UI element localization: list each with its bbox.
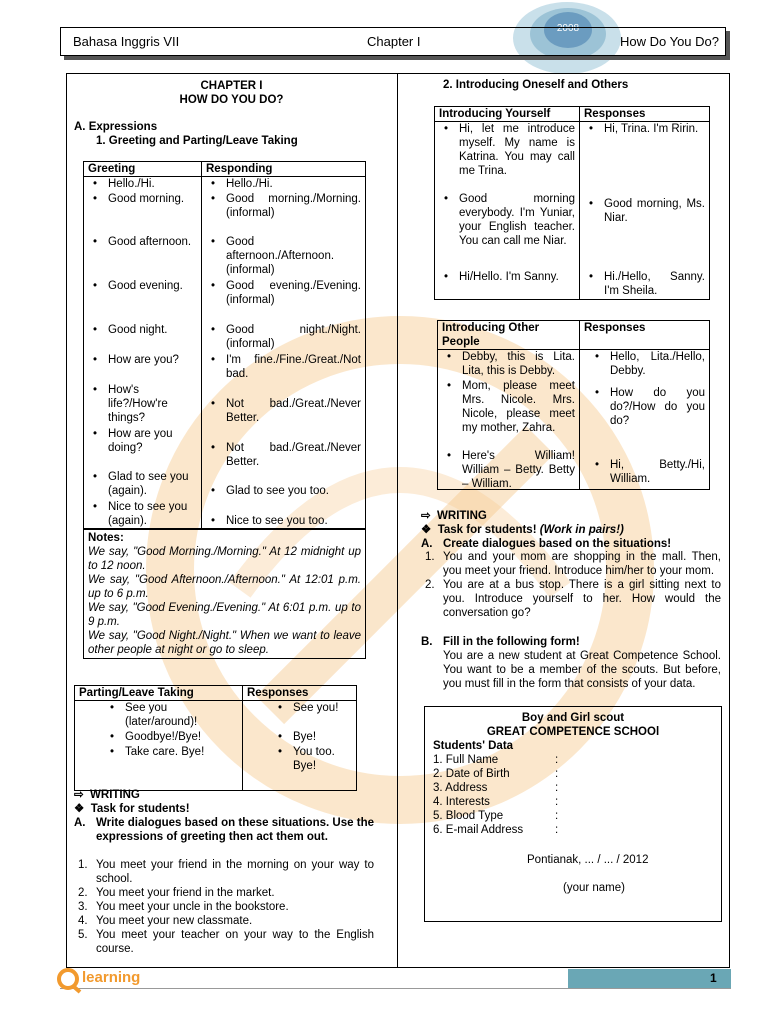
list-item: • Hello./Hi. <box>206 177 361 192</box>
header-subject: Bahasa Inggris VII <box>73 34 180 49</box>
list-item: 4. You meet your new classmate. <box>78 915 253 927</box>
task-heading <box>74 802 190 816</box>
left-situation-list <box>74 858 374 956</box>
page-number: 1 <box>710 971 717 985</box>
form-field-label: 6. E-mail Address <box>433 824 524 836</box>
section-2-heading: 2. Introducing Oneself and Others <box>443 79 629 91</box>
section-a-heading: A. Expressions <box>74 121 158 133</box>
note-line: We say, "Good Morning./Morning." At 12 midnight up to 12 noon. <box>88 546 361 572</box>
list-item: • Good evening./Evening. (informal) <box>206 279 361 323</box>
writing-label: WRITING <box>437 510 487 522</box>
list-item: • How are you? <box>88 353 195 383</box>
list-item: • Glad to see you (again). <box>88 470 195 500</box>
form-fields <box>433 753 721 837</box>
others-intro-list <box>442 350 575 489</box>
list-item: • Good afternoon. <box>88 235 195 279</box>
arrow-icon: ⇨ <box>74 789 84 801</box>
form-place-date: Pontianak, ... / ... / 2012 <box>527 854 649 866</box>
list-item: • Good morning. <box>88 192 195 235</box>
form-field-row <box>433 809 721 823</box>
list-item: • Goodbye!/Bye! <box>105 730 238 745</box>
list-item: • Good morning, Ms. Niar. <box>584 197 705 270</box>
right-section-a-marker: A. <box>421 538 433 550</box>
list-item: • How do you do?/How do you do? <box>590 386 705 458</box>
list-item: • Good afternoon./Afternoon. (informal) <box>206 235 361 279</box>
list-item: 5. You meet your teacher on your way to the English course. <box>78 929 374 955</box>
right-section-a-text: Create dialogues based on the situations! <box>443 538 672 550</box>
task-label: Task for students! <box>90 803 190 815</box>
list-item: • Good evening. <box>88 279 195 323</box>
form-field-row <box>433 823 721 837</box>
form-field-label: 5. Blood Type <box>433 810 504 822</box>
badge-year: 2008 <box>556 23 580 34</box>
list-item: • Take care. Bye! <box>105 745 238 759</box>
list-item: • Hello./Hi. <box>88 177 195 192</box>
greeting-header: Greeting <box>84 162 202 177</box>
form-intro: You are a new student at Great Competence School. You want to be a member of the scouts. But before, you must fill in the form that consists of your data. <box>443 650 721 690</box>
list-item: • Good morning everybody. I'm Yuniar, your English teacher. You can call me Niar. <box>439 192 575 270</box>
parting-responses-list <box>247 701 352 773</box>
writing-heading <box>74 788 140 802</box>
parting-responses-header: Responses <box>243 686 357 701</box>
list-item: • You too. Bye! <box>273 745 352 773</box>
right-section-b-marker: B. <box>421 636 433 648</box>
greeting-table <box>83 161 366 529</box>
right-writing-heading <box>421 509 487 523</box>
list-item: • Here's William! William – Betty. Betty – William. <box>442 449 575 489</box>
list-item: • Good night. <box>88 323 195 353</box>
form-field-label: 3. Address <box>433 782 488 794</box>
greeting-list <box>88 177 195 528</box>
list-item: • How are you doing? <box>88 427 195 470</box>
form-signature: (your name) <box>563 882 625 894</box>
parting-table <box>74 685 357 791</box>
list-item: • See you! <box>273 701 352 730</box>
list-item: • Hi./Hello, Sanny. I'm Sheila. <box>584 270 705 298</box>
list-item: • I'm fine./Fine./Great./Not bad. <box>206 353 361 397</box>
parting-header: Parting/Leave Taking <box>75 686 243 701</box>
right-situation-list <box>421 550 721 620</box>
page-header <box>60 27 726 56</box>
form-field-value[interactable]: : <box>555 824 559 836</box>
list-item: 1. You meet your friend in the morning on your way to school. <box>78 859 374 885</box>
note-line: We say, "Good Night./Night." When we want to leave other people at night or go to sleep. <box>88 630 361 656</box>
form-field-row <box>433 781 721 795</box>
list-item: • Not bad./Great./Never Better. <box>206 397 361 441</box>
yourself-responses-header: Responses <box>580 107 710 122</box>
others-response-list <box>584 350 705 486</box>
task-a-marker: A. <box>74 817 86 829</box>
header-chapter: Chapter I <box>367 34 421 49</box>
chapter-title: HOW DO YOU DO? <box>179 94 284 106</box>
list-item: • Good night./Night. (informal) <box>206 323 361 353</box>
page-number-bar <box>568 969 731 988</box>
task-a-text: Write dialogues based on these situations. Use the expressions of greeting then act them out. <box>96 817 374 843</box>
list-item: 1. You and your mom are shopping in the mall. Then, you meet your friend. Introduce him/her to your mom. <box>425 551 721 577</box>
diamond-icon: ❖ <box>421 524 432 536</box>
responding-list <box>206 177 361 528</box>
list-item: • Debby, this is Lita. Lita, this is Debby. <box>442 350 575 379</box>
list-item: • Hi, let me introduce myself. My name is Katrina. You may call me Trina. <box>439 122 575 192</box>
chapter-label: CHAPTER I <box>200 80 263 92</box>
form-field-label: 4. Interests <box>433 796 490 808</box>
introducing-others-table <box>437 320 710 490</box>
subsection-1-heading: 1. Greeting and Parting/Leave Taking <box>96 135 298 147</box>
list-item: 3. You meet your uncle in the bookstore. <box>78 901 289 913</box>
notes-title: Notes: <box>88 532 124 544</box>
form-field-value[interactable]: : <box>555 754 559 766</box>
diamond-icon: ❖ <box>74 803 85 815</box>
form-field-label: 2. Date of Birth <box>433 768 510 780</box>
yourself-response-list <box>584 122 705 298</box>
right-task-heading <box>421 523 624 537</box>
list-item: • Bye! <box>273 730 352 745</box>
writing-label: WRITING <box>90 789 140 801</box>
form-school: GREAT COMPETENCE SCHOOl <box>486 726 660 738</box>
form-field-row <box>433 753 721 767</box>
parting-list <box>79 701 238 759</box>
list-item: • Hi/Hello. I'm Sanny. <box>439 270 575 299</box>
list-item: • Hello, Lita./Hello, Debby. <box>590 350 705 386</box>
form-title: Boy and Girl scout <box>521 712 625 724</box>
arrow-icon: ⇨ <box>421 510 431 522</box>
learning-logo <box>56 962 148 994</box>
yourself-intro-list <box>439 122 575 299</box>
footer-line <box>60 988 731 989</box>
column-divider <box>397 73 398 968</box>
notes-box <box>83 529 366 659</box>
list-item: 2. You are at a bus stop. There is a girl sitting next to you. Introduce yourself to her. How would the conversation go? <box>425 579 721 619</box>
list-item: • How's life?/How're things? <box>88 383 195 427</box>
list-item: • Hi, Betty./Hi, William. <box>590 458 705 486</box>
list-item: • Nice to see you too. <box>206 514 361 528</box>
note-line: We say, "Good Afternoon./Afternoon." At 12:01 p.m. up to 6 p.m. <box>88 574 361 600</box>
others-responses-header: Responses <box>580 321 710 350</box>
list-item: • Mom, please meet Mrs. Nicole. Mrs. Nicole, please meet my mother, Zahra. <box>442 379 575 449</box>
responding-header: Responding <box>202 162 366 177</box>
list-item: • See you (later/around)! <box>105 701 238 730</box>
list-item: • Not bad./Great./Never Better. <box>206 441 361 484</box>
form-field-label: 1. Full Name <box>433 754 499 766</box>
logo-text: learning <box>82 969 141 986</box>
header-title: How Do You Do? <box>619 34 719 49</box>
task-note: (Work in pairs!) <box>539 524 624 536</box>
form-field-value[interactable]: : <box>555 796 559 808</box>
form-field-value[interactable]: : <box>555 768 559 780</box>
introducing-yourself-header: Introducing Yourself <box>435 107 580 122</box>
list-item: • Nice to see you (again). <box>88 500 195 528</box>
form-section-title: Students' Data <box>433 740 514 752</box>
list-item: • Good morning./Morning. (informal) <box>206 192 361 235</box>
form-field-row <box>433 795 721 809</box>
task-label: Task for students! <box>437 524 540 536</box>
form-field-value[interactable]: : <box>555 810 559 822</box>
introducing-yourself-table <box>434 106 710 300</box>
list-item: • Glad to see you too. <box>206 484 361 514</box>
introducing-others-header: Introducing Other People <box>438 321 580 350</box>
list-item: • Hi, Trina. I'm Ririn. <box>584 122 705 197</box>
form-field-row <box>433 767 721 781</box>
scout-form <box>424 706 722 922</box>
note-line: We say, "Good Evening./Evening." At 6:01 p.m. up to 9 p.m. <box>88 602 361 628</box>
right-section-b-text: Fill in the following form! <box>443 636 580 648</box>
list-item: 2. You meet your friend in the market. <box>78 887 275 899</box>
form-field-value[interactable]: : <box>555 782 559 794</box>
